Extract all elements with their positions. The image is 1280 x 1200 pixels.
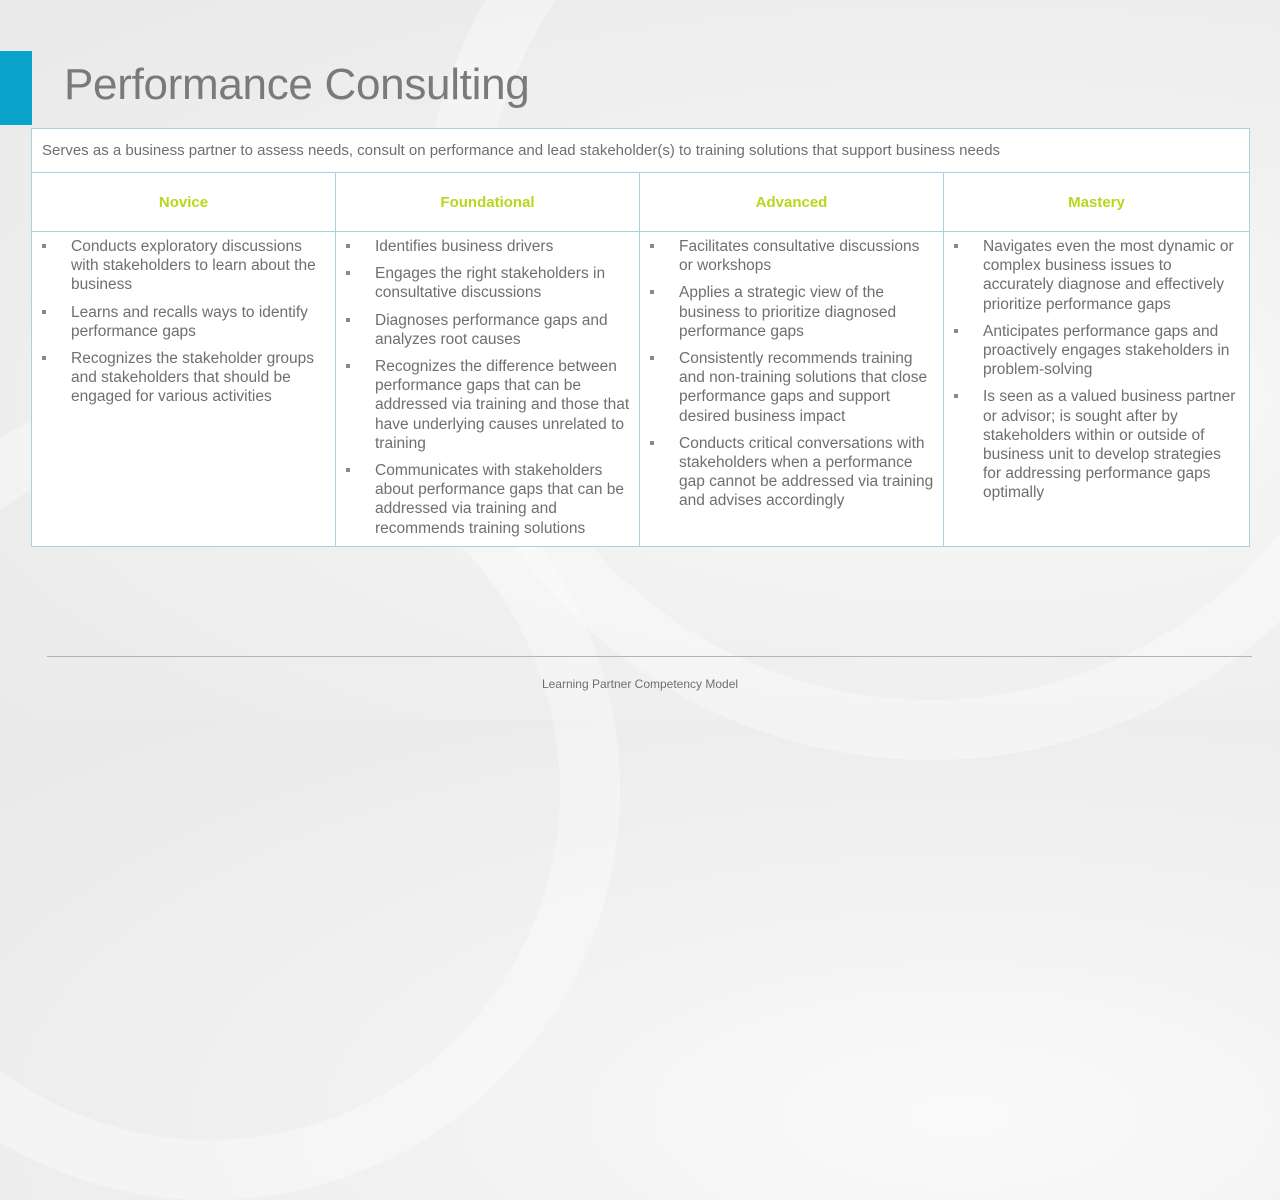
bullet-item: Facilitates consultative discussions or workshops [679,237,935,275]
level-heading-mastery: Mastery [944,173,1250,232]
slide-title: Performance Consulting [64,60,530,109]
description-row [32,129,1250,173]
novice-bullet-list [32,232,335,407]
competency-table [31,128,1250,547]
bullet-item: Navigates even the most dynamic or complex business issues to accurately diagnose and effectively prioritize performance gaps [983,237,1241,314]
level-heading-novice: Novice [32,173,336,232]
bullet-item: Engages the right stakeholders in consultative discussions [375,264,631,302]
bullet-item: Is seen as a valued business partner or advisor; is sought after by stakeholders within or outside of business unit to develop strategies for addressing performance gaps optimally [983,387,1241,502]
bullet-item: Identifies business drivers [375,237,631,256]
bullet-item: Consistently recommends training and non-training solutions that close performance gaps and support desired business impact [679,349,935,426]
advanced-behaviors-cell [640,232,944,547]
footer-text: Learning Partner Competency Model [541,677,739,691]
accent-bar [0,51,32,125]
bullet-item: Learns and recalls ways to identify performance gaps [71,303,327,341]
bullet-item: Recognizes the stakeholder groups and stakeholders that should be engaged for various activities [71,349,327,407]
novice-behaviors-cell [32,232,336,547]
bullet-item: Recognizes the difference between performance gaps that can be addressed via training and those that have underlying causes unrelated to training [375,358,630,452]
foundational-bullet-list [336,232,639,538]
level-header-row [32,173,1250,232]
bullet-item: Applies a strategic view of the business to prioritize diagnosed performance gaps [679,283,935,341]
bullet-item: Conducts critical conversations with stakeholders when a performance gap cannot be addressed via training and advises accordingly [679,434,934,510]
mastery-bullet-list [944,232,1249,503]
bullet-item: Conducts exploratory discussions with stakeholders to learn about the business [71,237,327,295]
bullet-item: Anticipates performance gaps and proactively engages stakeholders in problem-solving [983,322,1241,380]
behaviors-row [32,232,1250,547]
level-heading-foundational: Foundational [336,173,640,232]
level-heading-advanced: Advanced [640,173,944,232]
bullet-item: Diagnoses performance gaps and analyzes root causes [375,311,631,349]
advanced-bullet-list [640,232,943,511]
bullet-item: Communicates with stakeholders about performance gaps that can be addressed via training and recommends training solutions [375,461,631,538]
foundational-behaviors-cell [336,232,640,547]
mastery-behaviors-cell [944,232,1250,547]
footer-divider [47,656,1252,657]
competency-description: Serves as a business partner to assess needs, consult on performance and lead stakeholder(s) to training solutions that support business needs [32,129,1250,173]
